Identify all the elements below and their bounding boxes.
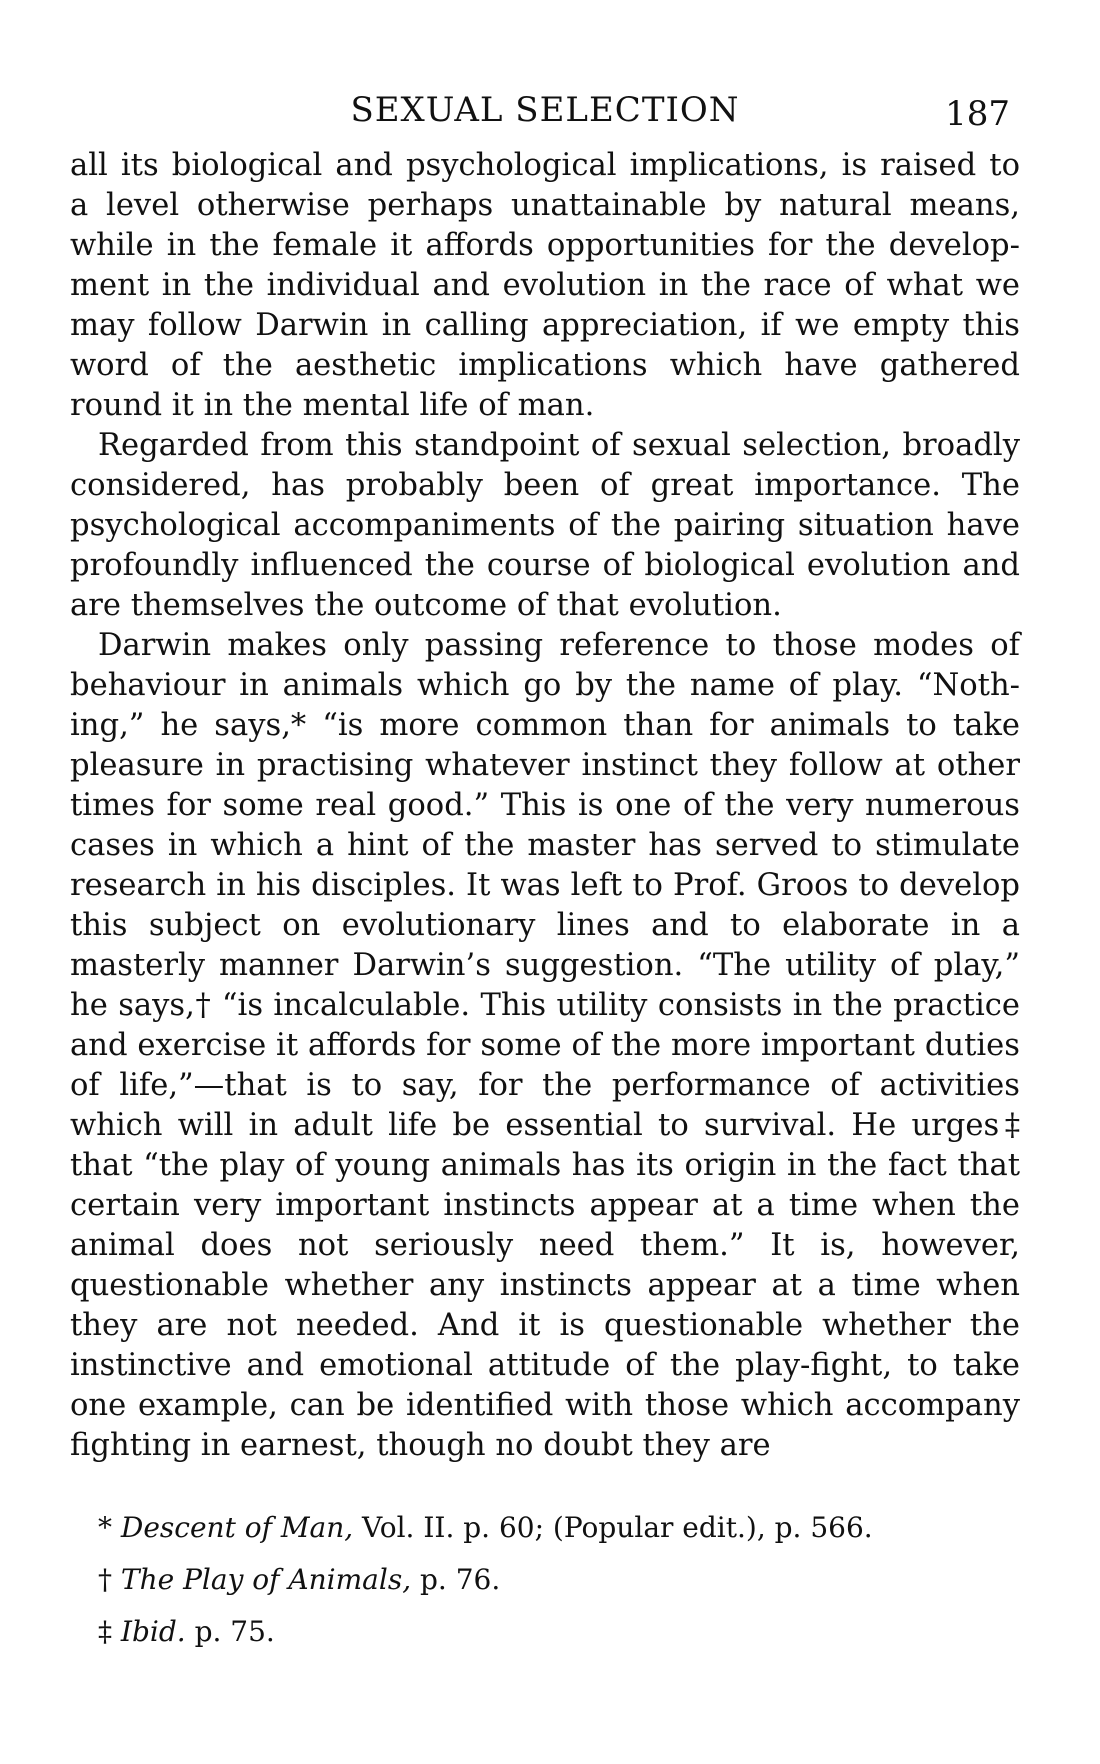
- footnote-2: [98, 1554, 998, 1606]
- footnote-mark: ‡: [98, 1615, 112, 1648]
- footnote-title: Ibid.: [120, 1615, 186, 1648]
- paragraph-1: all its biological and psychological implications, is raised to a level otherwise perhaps unattainable by natural means, while in the female it affords opportunities for the development in the individual and evolution in the race of what we may follow Darwin in calling appreciation, if we empty this word of the aesthetic implications which have gathered round it in the mental life of man.: [70, 148, 1020, 423]
- page-number: 187: [945, 94, 1010, 134]
- running-head: [70, 86, 1020, 136]
- footnote-mark: †: [98, 1563, 112, 1596]
- body-text: [70, 146, 1020, 1466]
- footnote-text: p. 75.: [185, 1615, 275, 1648]
- footnote-3: [98, 1606, 998, 1658]
- paragraph-2: Regarded from this standpoint of sexual selection, broadly considered, has probably been of great importance. The psychological accompaniments of the pairing situation have profoundly influenced the course of biological evolution and are themselves the outcome of that evolution.: [70, 428, 1020, 623]
- footnote-title: The Play of Animals,: [120, 1563, 412, 1596]
- footnote-text: Vol. II. p. 60; (Popular edit.), p. 566.: [353, 1511, 873, 1544]
- paragraph-3: Darwin makes only passing reference to those modes of behaviour in animals which go by the name of play. “Nothing,” he says,* “is more common than for animals to take pleasure in practising whatever instinct they follow at other times for some real good.” This is one of the very numerous cases in which a hint of the master has served to stimulate research in his disciples. It was left to Prof. Groos to develop this subject on evolutionary lines and to elaborate in a masterly manner Darwin’s suggestion. “The utility of play,” he says,† “is incalculable. This utility consists in the practice and exercise it affords for some of the more important duties of life,”—that is to say, for the performance of activities which will in adult life be essential to survival. He urges‡ that “the play of young animals has its origin in the fact that certain very important instincts appear at a time when the animal does not seriously need them.” It is, however, questionable whether any instincts appear at a time when they are not needed. And it is questionable whether the instinctive and emotional attitude of the play-fight, to take one example, can be identified with those which accompany fighting in earnest, though no doubt they are: [70, 628, 1020, 1463]
- footnote-text: p. 76.: [411, 1563, 501, 1596]
- footnote-1: [98, 1502, 998, 1554]
- running-title: SEXUAL SELECTION: [350, 90, 740, 130]
- footnote-title: Descent of Man,: [120, 1511, 354, 1544]
- footnotes: [98, 1502, 998, 1658]
- footnote-mark: *: [98, 1511, 112, 1544]
